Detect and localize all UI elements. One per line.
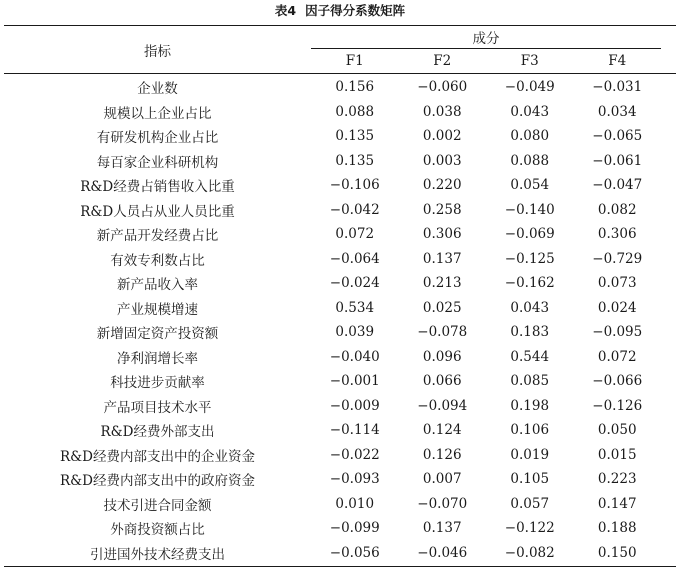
cell-f1: −0.093	[329, 471, 380, 488]
cell-f4: −0.061	[592, 152, 643, 169]
cell-f1: −0.042	[329, 201, 380, 218]
cell-f2: −0.060	[417, 79, 468, 96]
cell-f3: 0.183	[510, 324, 550, 341]
cell-f3: 0.088	[510, 152, 550, 169]
row-label: 产品项目技术水平	[103, 399, 212, 416]
cell-f4: 0.150	[597, 544, 637, 561]
table-row	[4, 271, 676, 296]
cell-f4: −0.066	[592, 373, 643, 390]
cell-f2: 0.007	[422, 471, 462, 488]
cell-f2: 0.306	[422, 226, 462, 243]
cell-f1: 0.135	[335, 128, 375, 145]
cell-f1: −0.009	[329, 397, 380, 414]
cell-f3: 0.080	[510, 128, 550, 145]
row-label: R&D经费占销售收入比重	[80, 179, 235, 196]
row-label: R&D经费内部支出中的企业资金	[59, 448, 255, 465]
cell-f1: −0.040	[329, 348, 380, 365]
table-row	[4, 100, 676, 125]
row-label: R&D经费内部支出中的政府资金	[59, 473, 255, 490]
cell-f4: −0.065	[592, 128, 643, 145]
table-row	[4, 516, 676, 541]
cell-f3: −0.122	[504, 520, 555, 537]
cell-f1: 0.072	[335, 226, 375, 243]
cell-f2: 0.096	[422, 348, 462, 365]
cell-f2: 0.258	[422, 201, 462, 218]
header-rule	[4, 73, 676, 74]
cell-f3: −0.125	[504, 250, 555, 267]
table-body	[4, 75, 676, 565]
cell-f1: 0.534	[335, 299, 375, 316]
table-row	[4, 443, 676, 468]
cell-f1: −0.114	[329, 422, 380, 439]
cell-f4: 0.024	[597, 299, 637, 316]
cell-f1: −0.064	[329, 250, 380, 267]
column-header-f1: F1	[345, 53, 364, 69]
column-header-f3: F3	[520, 53, 539, 69]
cell-f3: 0.043	[510, 299, 550, 316]
cell-f1: 0.039	[335, 324, 375, 341]
table-row	[4, 345, 676, 370]
cell-f4: 0.072	[597, 348, 637, 365]
cell-f3: 0.105	[510, 471, 550, 488]
table-row	[4, 467, 676, 492]
table-row	[4, 541, 676, 566]
row-label: 新增固定资产投资额	[96, 326, 219, 343]
cell-f4: −0.126	[592, 397, 643, 414]
cell-f4: 0.034	[597, 103, 637, 120]
cell-f1: 0.135	[335, 152, 375, 169]
row-label: 净利润增长率	[117, 350, 198, 367]
cell-f3: −0.162	[504, 275, 555, 292]
cell-f3: 0.085	[510, 373, 550, 390]
cell-f4: 0.082	[597, 201, 637, 218]
table-row	[4, 173, 676, 198]
table-row	[4, 222, 676, 247]
table-title	[0, 0, 680, 22]
table-number: 表4	[274, 3, 297, 18]
row-label: 新产品收入率	[117, 277, 198, 294]
row-label: 技术引进合同金额	[103, 497, 212, 514]
cell-f3: 0.054	[510, 177, 550, 194]
cell-f2: 0.213	[422, 275, 462, 292]
row-label: 产业规模增速	[117, 301, 198, 318]
cell-f2: 0.137	[422, 250, 462, 267]
cell-f4: 0.015	[597, 446, 637, 463]
cell-f2: 0.066	[422, 373, 462, 390]
table-row	[4, 75, 676, 100]
cell-f3: −0.082	[504, 544, 555, 561]
cell-f3: 0.019	[510, 446, 550, 463]
cell-f1: 0.010	[335, 495, 375, 512]
cell-f4: 0.223	[597, 471, 637, 488]
cell-f3: 0.043	[510, 103, 550, 120]
cell-f4: 0.188	[597, 520, 637, 537]
column-header-f4: F4	[608, 53, 627, 69]
table-row	[4, 296, 676, 321]
cell-f3: 0.544	[510, 348, 550, 365]
cell-f3: 0.057	[510, 495, 550, 512]
cell-f1: −0.099	[329, 520, 380, 537]
cell-f3: −0.069	[504, 226, 555, 243]
cell-f3: 0.106	[510, 422, 550, 439]
table-caption: 因子得分系数矩阵	[305, 3, 406, 18]
cell-f2: −0.070	[417, 495, 468, 512]
column-header-f2: F2	[433, 53, 452, 69]
cell-f3: −0.049	[504, 79, 555, 96]
cell-f4: 0.050	[597, 422, 637, 439]
cell-f1: −0.022	[329, 446, 380, 463]
cell-f1: 0.156	[335, 79, 375, 96]
cell-f3: −0.140	[504, 201, 555, 218]
cell-f1: −0.024	[329, 275, 380, 292]
cell-f4: 0.147	[597, 495, 637, 512]
table-row	[4, 394, 676, 419]
cell-f1: −0.001	[329, 373, 380, 390]
cell-f2: 0.126	[422, 446, 462, 463]
cell-f2: −0.094	[417, 397, 468, 414]
cell-f2: 0.137	[422, 520, 462, 537]
row-label: 外商投资额占比	[110, 522, 205, 539]
cell-f3: 0.198	[510, 397, 550, 414]
factor-column-headers	[311, 49, 661, 73]
cell-f4: −0.031	[592, 79, 643, 96]
row-label: 有研发机构企业占比	[96, 130, 219, 147]
cell-f4: 0.306	[597, 226, 637, 243]
row-label: 新产品开发经费占比	[96, 228, 219, 245]
row-label: R&D经费外部支出	[100, 424, 215, 441]
cell-f2: 0.038	[422, 103, 462, 120]
table-row	[4, 198, 676, 223]
cell-f4: −0.095	[592, 324, 643, 341]
cell-f2: −0.046	[417, 544, 468, 561]
row-label: 引进国外技术经费支出	[90, 546, 225, 563]
row-label: 科技进步贡献率	[110, 375, 205, 392]
cell-f2: 0.002	[422, 128, 462, 145]
row-label: R&D人员占从业人员比重	[80, 203, 235, 220]
table-row	[4, 149, 676, 174]
indicator-header: 指标	[144, 43, 171, 60]
table-row	[4, 369, 676, 394]
cell-f2: 0.220	[422, 177, 462, 194]
cell-f4: −0.729	[592, 250, 643, 267]
cell-f1: 0.088	[335, 103, 375, 120]
cell-f2: 0.025	[422, 299, 462, 316]
cell-f2: 0.003	[422, 152, 462, 169]
cell-f4: −0.047	[592, 177, 643, 194]
row-label: 企业数	[137, 81, 178, 98]
component-header: 成分	[472, 31, 500, 47]
bottom-rule	[4, 566, 676, 567]
cell-f4: 0.073	[597, 275, 637, 292]
row-label: 有效专利数占比	[110, 252, 205, 269]
cell-f1: −0.106	[329, 177, 380, 194]
cell-f1: −0.056	[329, 544, 380, 561]
cell-f2: −0.078	[417, 324, 468, 341]
row-label: 每百家企业科研机构	[96, 154, 219, 171]
cell-f2: 0.124	[422, 422, 462, 439]
table-row	[4, 124, 676, 149]
table-row	[4, 492, 676, 517]
table-row	[4, 320, 676, 345]
table-row	[4, 247, 676, 272]
row-label: 规模以上企业占比	[103, 105, 212, 122]
table-row	[4, 418, 676, 443]
